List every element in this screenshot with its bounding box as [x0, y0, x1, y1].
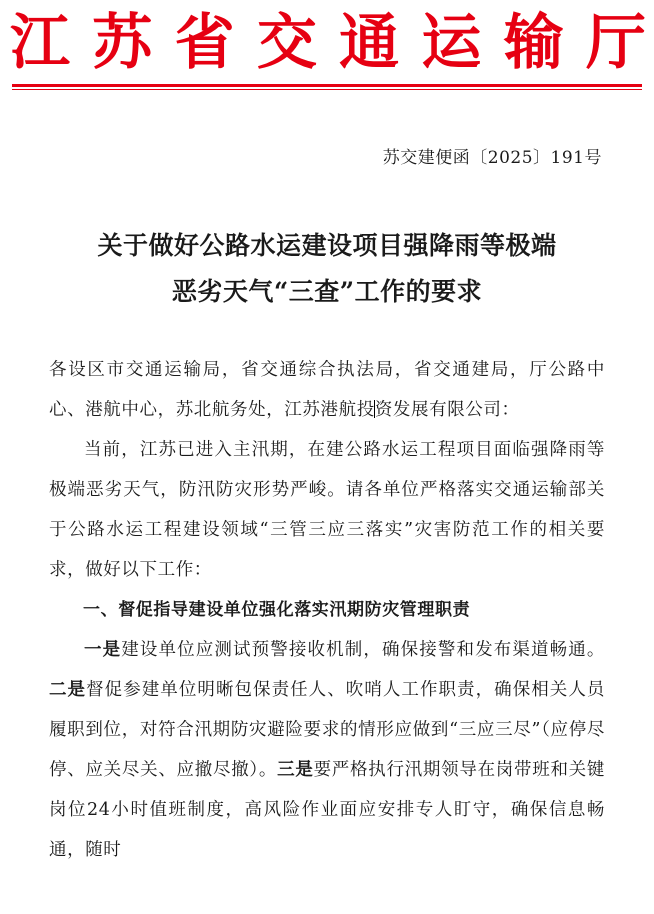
item-three-text: 要严格执行汛期领导在岗带班和关键岗位24小时值班制度，高风险作业面应安排专人盯守，确保信息畅通，随时	[49, 760, 605, 860]
masthead-char: 苏	[92, 8, 153, 78]
lead-three: 三是	[277, 760, 314, 780]
masthead-char: 交	[256, 8, 317, 78]
lead-one: 一是	[84, 640, 122, 660]
item-two-text: 督促参建单位明晰包保责任人、吹哨人工作职责，确保相关人员履职到位，对符合汛期防灾避险要求的情形应做到“三应三尽”（应停尽停、应关尽关、应撤尽撤）。	[49, 680, 605, 780]
document-title-line2: 恶劣天气“三查”工作的要求	[171, 277, 483, 306]
item-one-text: 建设单位应测试预警接收机制，确保接警和发布渠道畅通。	[121, 640, 605, 660]
section-paragraph	[49, 630, 605, 870]
masthead-rule-thick	[12, 84, 642, 87]
salutation-text: 各设区市交通运输局，省交通综合执法局，省交通建局，厅公路中心、港航中心，苏北航务处，江苏港航投	[49, 360, 605, 420]
salutation	[49, 350, 605, 430]
section-heading: 一、督促指导建设单位强化落实汛期防灾管理职责	[83, 600, 471, 620]
masthead-char: 江	[10, 8, 70, 78]
masthead-rule-thin	[12, 89, 642, 90]
masthead-char: 运	[421, 8, 482, 78]
lead-two: 二是	[49, 680, 87, 700]
salutation-text-cont: 资发展有限公司：	[374, 400, 520, 420]
masthead	[10, 8, 646, 78]
document-body	[49, 350, 605, 870]
intro-paragraph: 当前，江苏已进入主汛期，在建公路水运工程项目面临强降雨等极端恶劣天气，防汛防灾形势严峻。请各单位严格落实交通运输部关于公路水运工程建设领域“三管三应三落实”灾害防范工作的相关要求，做好以下工作：	[49, 440, 606, 580]
masthead-char: 省	[174, 8, 235, 78]
document-title-line1: 关于做好公路水运建设项目强降雨等极端	[97, 231, 557, 260]
masthead-char: 输	[503, 8, 564, 78]
masthead-char: 通	[339, 8, 400, 78]
document-number: 苏交建便函〔2025〕191号	[382, 148, 602, 168]
masthead-char: 厅	[585, 8, 646, 78]
